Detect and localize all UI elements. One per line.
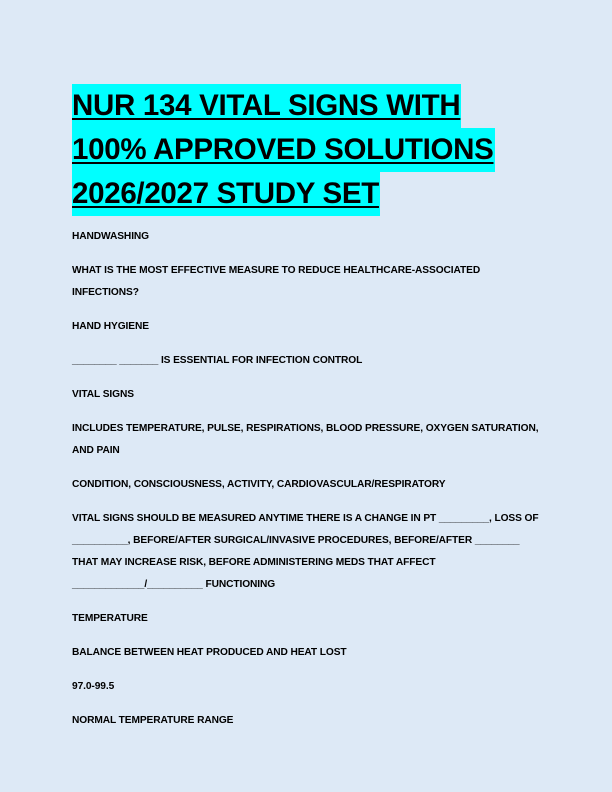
- term-vital-signs: VITAL SIGNS: [72, 389, 134, 400]
- study-set-list: [72, 226, 542, 732]
- definition-vital-signs: INCLUDES TEMPERATURE, PULSE, RESPIRATIONS, BLOOD PRESSURE, OXYGEN SATURATION, AND PAIN: [72, 423, 539, 456]
- title-line-3: 2026/2027 STUDY SET: [72, 172, 380, 216]
- term-temperature: TEMPERATURE: [72, 613, 148, 624]
- definition-handwashing: WHAT IS THE MOST EFFECTIVE MEASURE TO REDUCE HEALTHCARE-ASSOCIATED INFECTIONS?: [72, 265, 481, 298]
- title-line-1: NUR 134 VITAL SIGNS WITH: [72, 84, 461, 128]
- term-condition-consciousness: CONDITION, CONSCIOUSNESS, ACTIVITY, CARDIOVASCULAR/RESPIRATORY: [72, 479, 446, 490]
- definition-temperature: BALANCE BETWEEN HEAT PRODUCED AND HEAT LOST: [72, 647, 347, 658]
- term-hand-hygiene: HAND HYGIENE: [72, 321, 149, 332]
- term-handwashing: HANDWASHING: [72, 231, 150, 242]
- document-title: [72, 84, 542, 216]
- definition-hand-hygiene: ________ _______ IS ESSENTIAL FOR INFECTION CONTROL: [72, 355, 363, 366]
- definition-temperature-range: NORMAL TEMPERATURE RANGE: [72, 715, 234, 726]
- document-page: [72, 84, 542, 744]
- title-line-2: 100% APPROVED SOLUTIONS: [72, 128, 495, 172]
- term-temperature-range: 97.0-99.5: [72, 681, 115, 692]
- definition-vital-signs-measurement: VITAL SIGNS SHOULD BE MEASURED ANYTIME THERE IS A CHANGE IN PT _________, LOSS OF __________, BEFORE/AFTER SURGICAL/INVASIVE PROCEDURES, BEFORE/AFTER ________ THAT MAY INCREASE RISK, BEFORE ADMINISTERING MEDS THAT AFFECT _____________/__________ FUNCTIONING: [72, 513, 539, 590]
